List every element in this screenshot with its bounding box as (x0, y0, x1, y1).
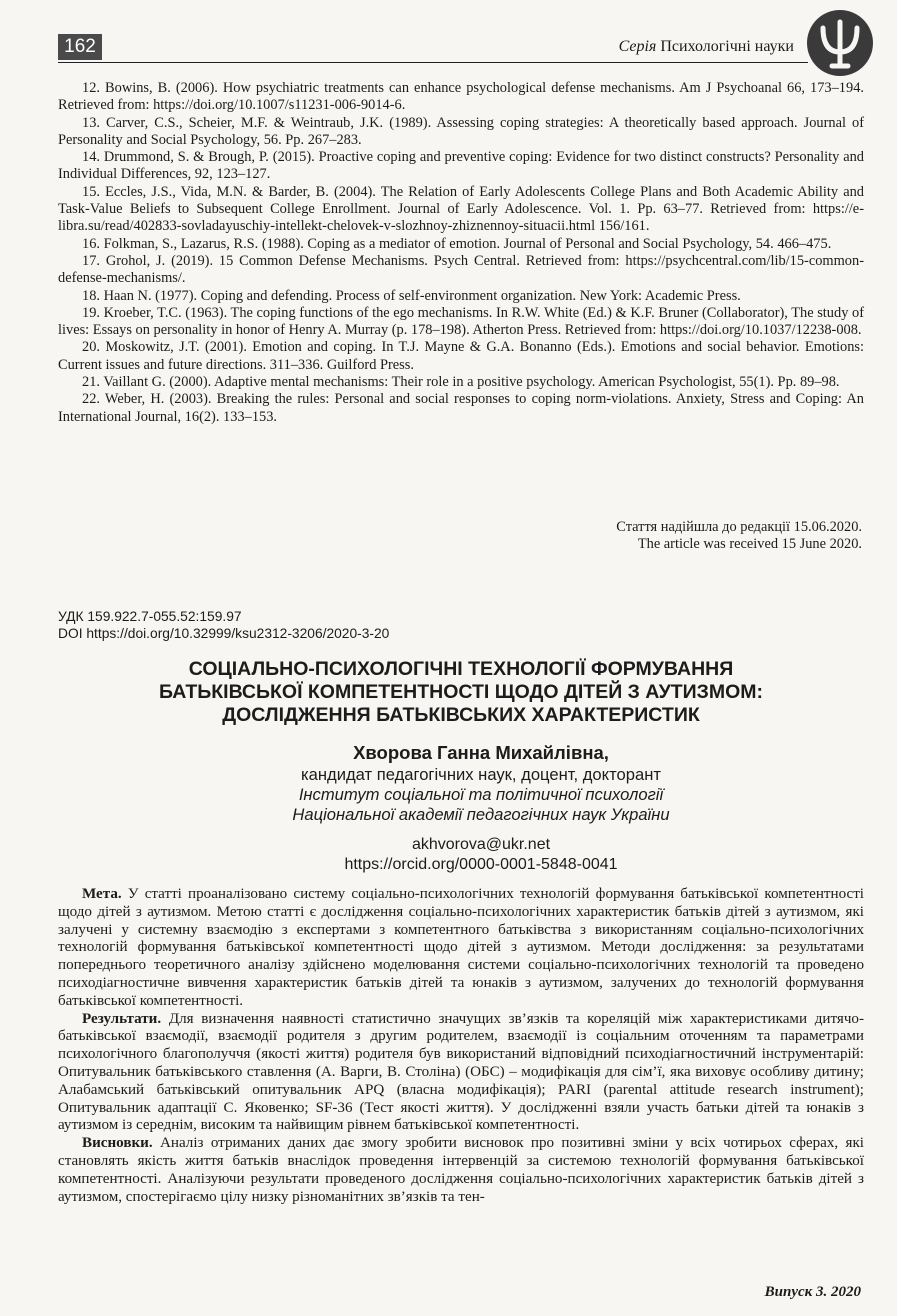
goal-text: У статті проаналізовано систему соціально-психологічних технологій формування батьківської компетентності щодо дітей з аутизмом. Метою статті є дослідження соціально-психологічних характеристик батьків дітей з аутизмом, які залучені у системну взаємодію з експертами з компетентного батьківства з використанням соціально-психологічних технологій формування батьківської компетентності щодо дітей з аутизмом. Методи дослідження: за результатами попереднього теоретичного аналізу здійснено моделювання системи соціально-психологічних технологій та проведено психодіагностичне вивчення характеристик батьків дітей та юнаків з аутизмом, залучених до технологій формування батьківської компетентності. (58, 886, 864, 1009)
references-list (58, 80, 864, 426)
reference-item: 21. Vaillant G. (2000). Adaptive mental mechanisms: Their role in a positive psychology. American Psychologist, 55(1). Pp. 89–98. (82, 374, 840, 391)
page-header (58, 34, 808, 63)
received-en: The article was received 15 June 2020. (637, 536, 862, 553)
results-label: Результати. (82, 1010, 162, 1027)
issue-footer: Випуск 3. 2020 (764, 1284, 861, 1300)
author-academy: Національної академії педагогічних наук України (292, 805, 670, 824)
reference-item: 20. Moskowitz, J.T. (2001). Emotion and coping. In T.J. Mayne & G.A. Bonanno (Eds.). Emotions and social behavior. Emotions: Current issues and future directions. 311–336. Guilford Press. (58, 339, 864, 373)
series-title (619, 38, 794, 56)
title-line: БАТЬКІВСЬКОЇ КОМПЕТЕНТНОСТІ ЩОДО ДІТЕЙ З АУТИЗМОМ: (158, 681, 764, 703)
reference-item: 14. Drummond, S. & Brough, P. (2015). Proactive coping and preventive coping: Evidence for two distinct constructs? Personality and Individual Differences, 92, 123–127. (58, 149, 864, 183)
page-number: 162 (58, 34, 102, 60)
reference-item: 19. Kroeber, T.C. (1963). The coping functions of the ego mechanisms. In R.W. White (Ed.) & K.F. Bruner (Collaborator), The study of lives: Essays on personality in honor of Henry A. Murray (p. 178–198). Atherton Press. Retrieved from: https://doi.org/10.1037/12238-008. (58, 304, 864, 339)
conclusions-text: Аналіз отриманих даних дає змогу зробити висновок про позитивні зміни у всіх чотирьох сферах, які становлять якість життя батьків внаслідок проведення інтервенцій за системою технологій формування батьківської компетентності. Аналізуючи результати проведеного дослідження соціально-психологічних характеристик батьків дітей з аутизмом, спостерігаємо цілу низку різноманітних зв’язків та тен- (58, 1135, 864, 1205)
author-block (58, 742, 864, 875)
article-title (58, 658, 864, 727)
article-identifiers (58, 608, 389, 642)
author-email: akhvorova@ukr.net (411, 836, 551, 853)
reference-item: 16. Folkman, S., Lazarus, R.S. (1988). Coping as a mediator of emotion. Journal of Personal and Social Psychology, 54. 466–475. (82, 235, 832, 252)
doi-link: DOI https://doi.org/10.32999/ksu2312-3206/2020-3-20 (58, 626, 390, 641)
title-line: ДОСЛІДЖЕННЯ БАТЬКІВСЬКИХ ХАРАКТЕРИСТИК (222, 704, 700, 726)
series-label: Серія (618, 38, 657, 55)
reference-item: 13. Carver, C.S., Scheier, M.F. & Weintraub, J.K. (1989). Assessing coping strategies: A theoretically based approach. Journal of Personality and Social Psychology, 56. Pp. 267–283. (58, 114, 864, 148)
udc-code: УДК 159.922.7-055.52:159.97 (58, 609, 242, 624)
received-note (616, 519, 862, 554)
series-name: Психологічні науки (660, 38, 794, 55)
conclusions-label: Висновки. (82, 1135, 153, 1152)
psi-logo-icon (805, 8, 875, 78)
reference-item: 17. Grohol, J. (2019). 15 Common Defense Mechanisms. Psych Central. Retrieved from: https://psychcentral.com/lib/15-common-defense-mechanisms/. (58, 252, 864, 287)
abstract-goal (58, 886, 864, 1011)
reference-item: 15. Eccles, J.S., Vida, M.N. & Barder, B. (2004). The Relation of Early Adolescents College Plans and Both Academic Ability and Task-Value Beliefs to Subsequent College Enrollment. Journal of Early Adolescence. Vol. 1. Pp. 63–77. Retrieved from: https://e-libra.su/read/402833-sovladayuschiy-intellekt-chelovek-v-slozhnoy-zhiznennoy-situacii.html 156/161. (58, 183, 864, 235)
abstract-conclusions (58, 1135, 864, 1206)
author-orcid: https://orcid.org/0000-0001-5848-0041 (344, 856, 618, 873)
author-degree: кандидат педагогічних наук, доцент, докторант (301, 765, 661, 784)
results-text: Для визначення наявності статистично значущих зв’язків та кореляцій між характеристиками дитячо-батьківської взаємодії, взаємодії родителя з другим родителем, взаємодії із соціальним оточенням та параметрами психологічного благополуччя (якості життя) родителя був використаний відповідний психодіагностичний інструментарій: Опитувальник батьківського ставлення (А. Варги, В. Століна) (ОБС) – модифікація для сім’ї, яка виховує особливу дитину; Алабамський батьківський опитувальник APQ (власна модифікація); PARI (parental attitude research instrument); Опитувальник адаптації С. Яковенко; SF-36 (Тест якості життя). У дослідженні взяли участь батьки дітей та юнаків з аутизмом із середнім, високим та найвищим рівнем батьківської компетентності. (58, 1010, 864, 1134)
received-ua: Стаття надійшла до редакції 15.06.2020. (616, 519, 862, 535)
reference-item: 12. Bowins, B. (2006). How psychiatric treatments can enhance psychological defense mechanisms. Am J Psychoanal 66, 173–194. Retrieved from: https://doi.org/10.1007/s11231-006-9014-6. (58, 80, 864, 114)
abstract-results (58, 1011, 864, 1136)
goal-label: Мета. (82, 886, 122, 902)
reference-item: 18. Haan N. (1977). Coping and defending. Process of self-environment organization. New York: Academic Press. (82, 287, 741, 304)
reference-item: 22. Weber, H. (2003). Breaking the rules: Personal and social responses to coping norm-violations. Anxiety, Stress and Coping: An International Journal, 16(2). 133–153. (58, 391, 864, 425)
abstract (58, 886, 864, 1206)
author-institute: Інститут соціальної та політичної психології (298, 785, 664, 804)
author-name: Хворова Ганна Михайлівна, (353, 742, 609, 763)
title-line: СОЦІАЛЬНО-ПСИХОЛОГІЧНІ ТЕХНОЛОГІЇ ФОРМУВАННЯ (188, 658, 734, 680)
